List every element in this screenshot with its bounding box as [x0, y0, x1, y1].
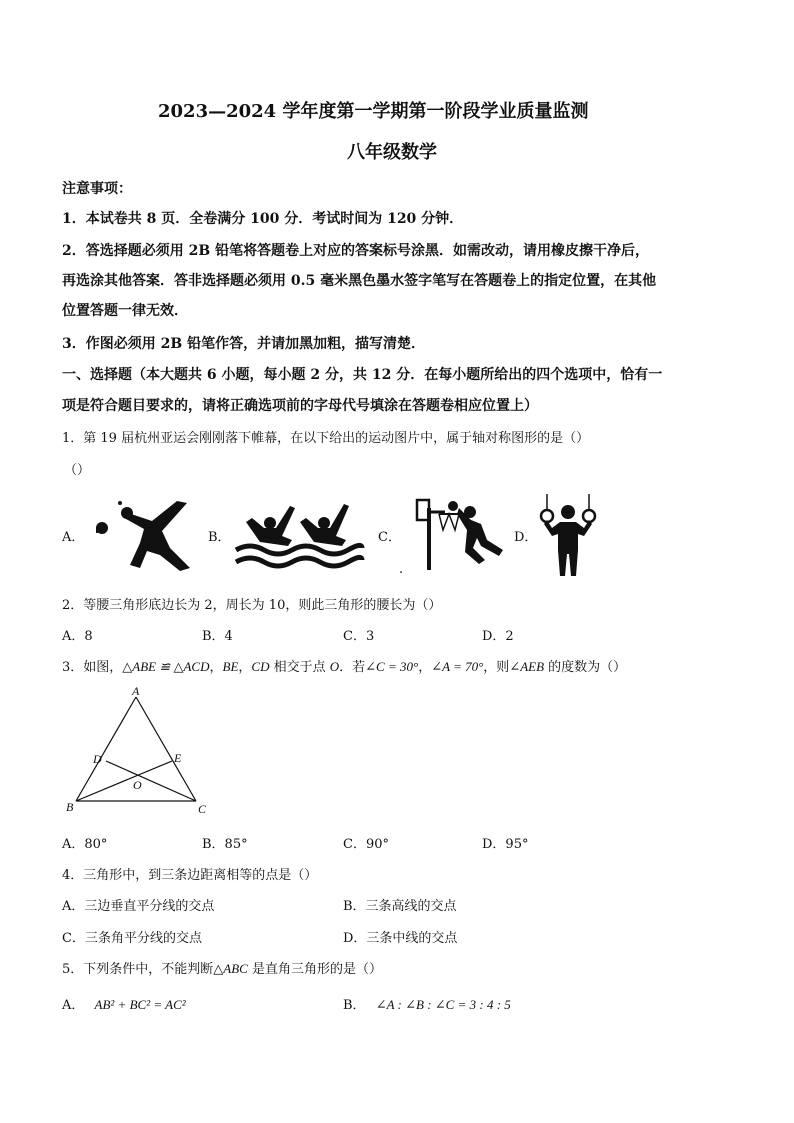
- q4-option-a: A．三边垂直平分线的交点: [62, 899, 215, 914]
- segment-be: [76, 761, 172, 801]
- q3-angle-a: ∠A = 70°: [431, 659, 484, 674]
- vertex-label-b: B: [66, 800, 74, 814]
- q3-point-o: O: [329, 659, 340, 674]
- q5-option-a: [62, 994, 186, 1013]
- q3-stem-text: ，: [238, 660, 252, 675]
- q5-stem-text: 5．下列条件中，不能判断: [62, 962, 214, 977]
- q4-option-c: C．三条角平分线的交点: [62, 931, 202, 946]
- q1-stem: 1．第 19 届杭州亚运会刚刚落下帷幕，在以下给出的运动图片中，属于轴对称图形的是（）: [62, 431, 590, 446]
- q3-stem-text: ，则: [483, 660, 510, 675]
- q5-stem: [62, 958, 382, 977]
- notice-item-2-line-1: 2．答选择题必须用 2B 铅笔将答题卷上对应的答案标号涂黑．如需改动，请用橡皮擦干净后，: [62, 243, 650, 259]
- q5-triangle-abc: △ABC: [213, 961, 248, 976]
- notice-heading: 注意事项：: [62, 181, 132, 197]
- q4-option-b: B．三条高线的交点: [343, 899, 457, 914]
- q3-congruence: △ABE ≌ △ACD: [122, 659, 210, 674]
- q1-option-a-label: A．: [62, 530, 85, 545]
- q3-stem-text: ，: [209, 660, 223, 675]
- q1-option-c-label: C．: [378, 530, 401, 545]
- q2-option-d: D．2: [482, 629, 514, 644]
- q1-answer-blank: （）: [64, 463, 91, 478]
- q3-stem-text: 的度数为（）: [544, 660, 627, 675]
- q2-option-b: B．4: [202, 629, 233, 644]
- q3-option-d: D．95°: [482, 837, 529, 852]
- q3-triangle-figure: [60, 683, 220, 818]
- q3-stem-text: ．若: [339, 660, 366, 675]
- q3-angle-c: ∠C = 30°: [365, 659, 419, 674]
- notice-item-2-line-2: 再选涂其他答案．答非选择题必须用 0.5 毫米黑色墨水签字笔写在答题卷上的指定位置，在其他: [62, 273, 657, 289]
- q1-option-b-label: B．: [208, 530, 231, 545]
- basketball-player-icon: [415, 496, 510, 576]
- section-1-heading-line-2: 项是符合题目要求的，请将正确选项前的字母代号填涂在答题卷相应位置上）: [62, 398, 538, 414]
- q3-stem: [62, 656, 626, 675]
- section-1-heading-line-1: 一、选择题（本大题共 6 小题，每小题 2 分，共 12 分．在每小题所给出的四个选项中，恰有一: [62, 367, 663, 383]
- q3-option-b: B．85°: [202, 837, 248, 852]
- q1-option-d-label: D．: [514, 530, 538, 545]
- notice-item-2-line-3: 位置答题一律无效．: [62, 303, 188, 319]
- q3-segment-be: BE: [222, 659, 239, 674]
- q5-option-b-formula: ∠A : ∠B : ∠C = 3 : 4 : 5: [375, 997, 511, 1012]
- segment-ab: [76, 697, 136, 801]
- q5-option-b: [343, 994, 511, 1013]
- vertex-label-e: E: [174, 751, 182, 765]
- notice-item-1: 1．本试卷共 8 页．全卷满分 100 分．考试时间为 120 分钟．: [62, 211, 464, 227]
- vertex-label-a: A: [132, 684, 140, 698]
- q3-option-c: C．90°: [343, 837, 389, 852]
- notice-item-3: 3．作图必须用 2B 铅笔作答，并请加黑加粗，描写清楚．: [62, 336, 426, 352]
- ring-gymnast-icon: [538, 494, 598, 579]
- vertex-label-d: D: [93, 752, 102, 766]
- q3-stem-text: ，: [418, 660, 432, 675]
- q2-stem: 2．等腰三角形底边长为 2，周长为 10，则此三角形的腰长为（）: [62, 598, 442, 613]
- segment-ac: [136, 697, 196, 801]
- q2-option-c: C．3: [343, 629, 375, 644]
- vertex-label-o: O: [133, 778, 142, 792]
- ping-pong-player-icon: [92, 493, 202, 573]
- q5-option-a-label: A．: [62, 998, 85, 1013]
- synchronized-swimmers-icon: [232, 498, 362, 573]
- vertex-label-c: C: [198, 802, 207, 816]
- q3-stem-text: 相交于点: [269, 660, 330, 675]
- q3-option-a: A．80°: [62, 837, 108, 852]
- q4-option-d: D．三条中线的交点: [343, 931, 458, 946]
- q2-option-a: A．8: [62, 629, 93, 644]
- q3-segment-cd: CD: [251, 659, 270, 674]
- q5-option-a-formula: AB² + BC² = AC²: [94, 997, 186, 1012]
- q4-stem: 4．三角形中，到三条边距离相等的点是（）: [62, 868, 318, 883]
- exam-subtitle: 八年级数学: [347, 142, 437, 163]
- q5-option-b-label: B．: [343, 998, 366, 1013]
- q3-stem-text: 3．如图，: [62, 660, 123, 675]
- exam-title: 2023—2024 学年度第一学期第一阶段学业质量监测: [158, 101, 589, 122]
- q3-angle-aeb: ∠AEB: [509, 659, 545, 674]
- q5-stem-text: 是直角三角形的是（）: [247, 962, 382, 977]
- segment-cd: [106, 761, 196, 801]
- q1-option-c-stray-dot: .: [399, 562, 404, 577]
